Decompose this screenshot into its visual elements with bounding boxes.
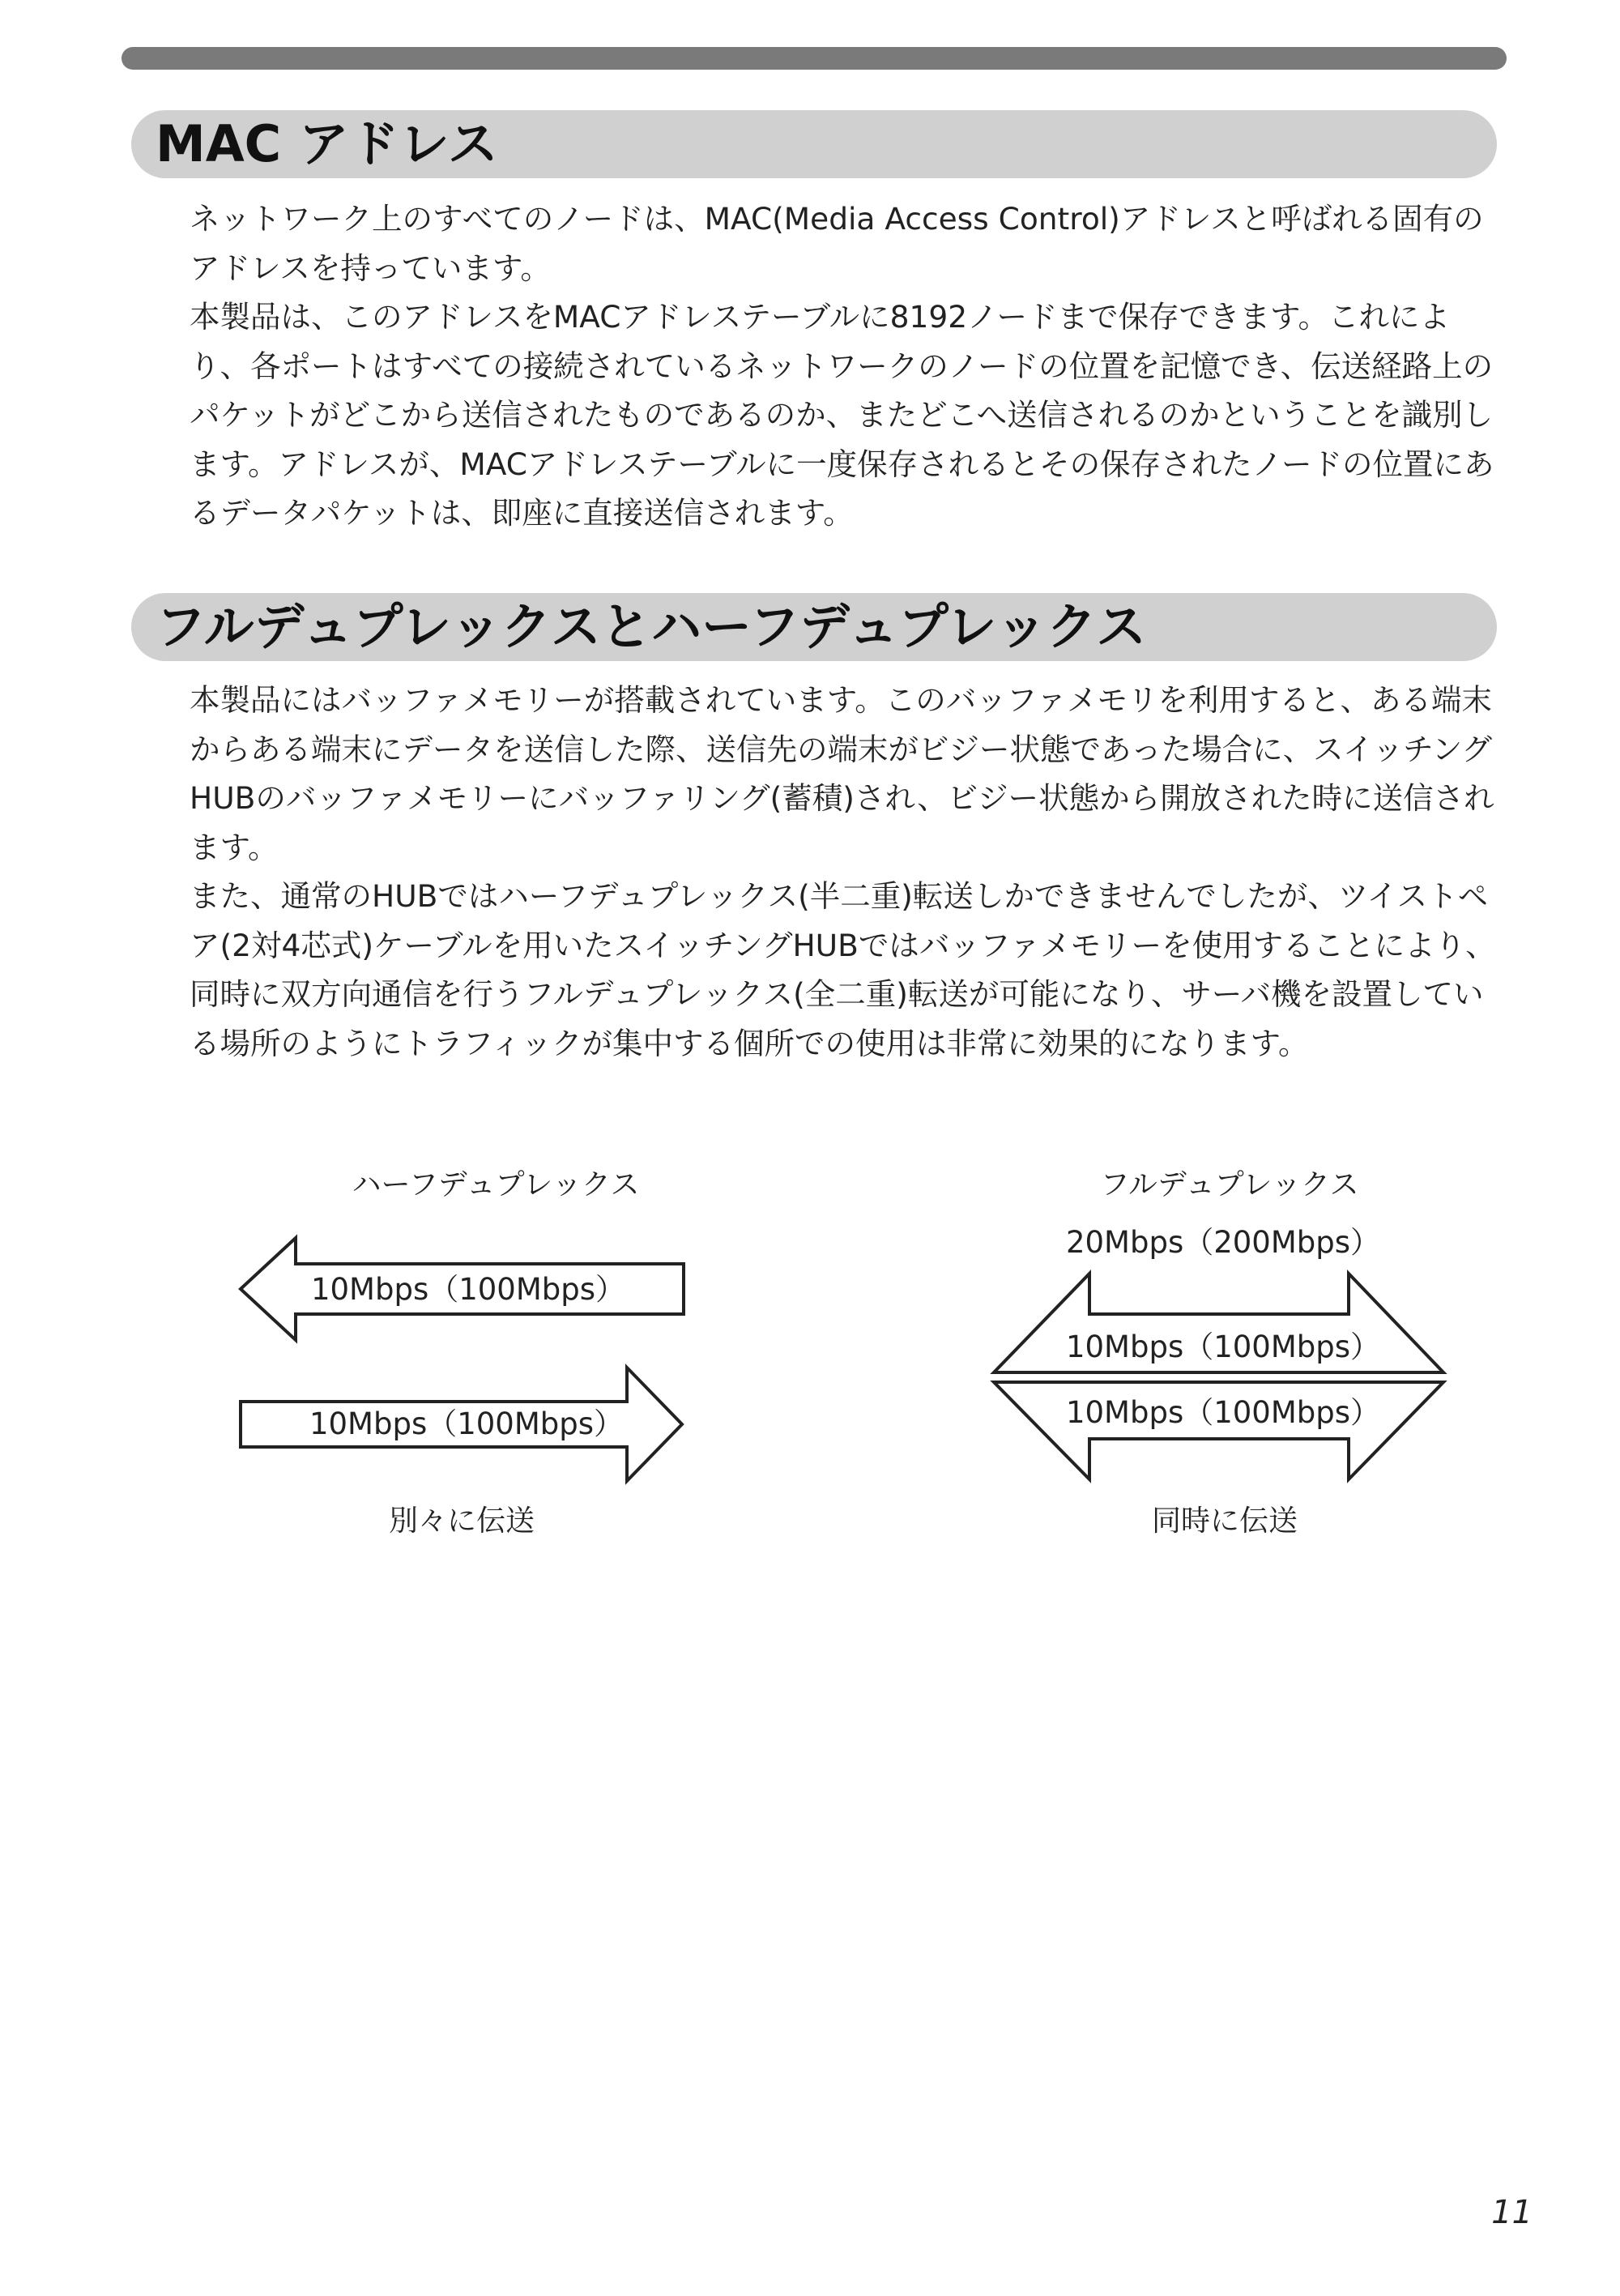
- full-duplex-caption: 同時に伝送: [1151, 1504, 1298, 1538]
- half-arrow-left-label: 10Mbps（100Mbps）: [310, 1272, 626, 1307]
- half-arrow-right-label: 10Mbps（100Mbps）: [309, 1406, 625, 1441]
- half-duplex-title: ハーフデュプレックス: [352, 1168, 640, 1201]
- top-rule: [122, 47, 1507, 70]
- full-arrow-lower-label: 10Mbps（100Mbps）: [1065, 1395, 1381, 1430]
- paragraph: 本製品にはバッファメモリーが搭載されています。このバッファメモリを利用すると、ある端末からある端末にデータを送信した際、送信先の端末がビジー状態であった場合に、スイッチングHUBのバッファメモリーにバッファリング(蓄積)され、ビジー状態から開放された時に送信されます。: [190, 682, 1494, 865]
- paragraph: 本製品は、このアドレスをMACアドレステーブルに8192ノードまで保存できます。これにより、各ポートはすべての接続されているネットワークのノードの位置を記憶でき、伝送経路上のパケットがどこから送信されたものであるのか、またどこへ送信されるのかということを識別します。アドレスが、MACアドレステーブルに一度保存されるとその保存されたノードの位置にあるデータパケットは、即座に直接送信されます。: [190, 299, 1494, 531]
- section-body-duplex: [190, 676, 1497, 1068]
- paragraph: ネットワーク上のすべてのノードは、MAC(Media Access Control)アドレスと呼ばれる固有のアドレスを持っています。: [190, 201, 1484, 286]
- full-arrow-upper-label: 10Mbps（100Mbps）: [1065, 1329, 1381, 1364]
- section-title-duplex: フルデュプレックスとハーフデュプレックス: [156, 597, 1147, 656]
- section-body-mac-address: [190, 194, 1497, 538]
- duplex-diagram: [0, 1159, 1620, 1564]
- half-duplex-caption: 別々に伝送: [388, 1504, 535, 1538]
- page-number: 11: [1491, 2194, 1533, 2231]
- section-title-mac-address: MAC アドレス: [156, 114, 498, 173]
- full-duplex-title: フルデュプレックス: [1100, 1168, 1359, 1201]
- paragraph: また、通常のHUBではハーフデュプレックス(半二重)転送しかできませんでしたが、ツイストペア(2対4芯式)ケーブルを用いたスイッチングHUBではバッファメモリーを使用することにより、同時に双方向通信を行うフルデュプレックス(全二重)転送が可能になり、サーバ機を設置している場所のようにトラフィックが集中する個所での使用は非常に効果的になります。: [190, 878, 1496, 1061]
- full-duplex-total-label: 20Mbps（200Mbps）: [1065, 1225, 1381, 1260]
